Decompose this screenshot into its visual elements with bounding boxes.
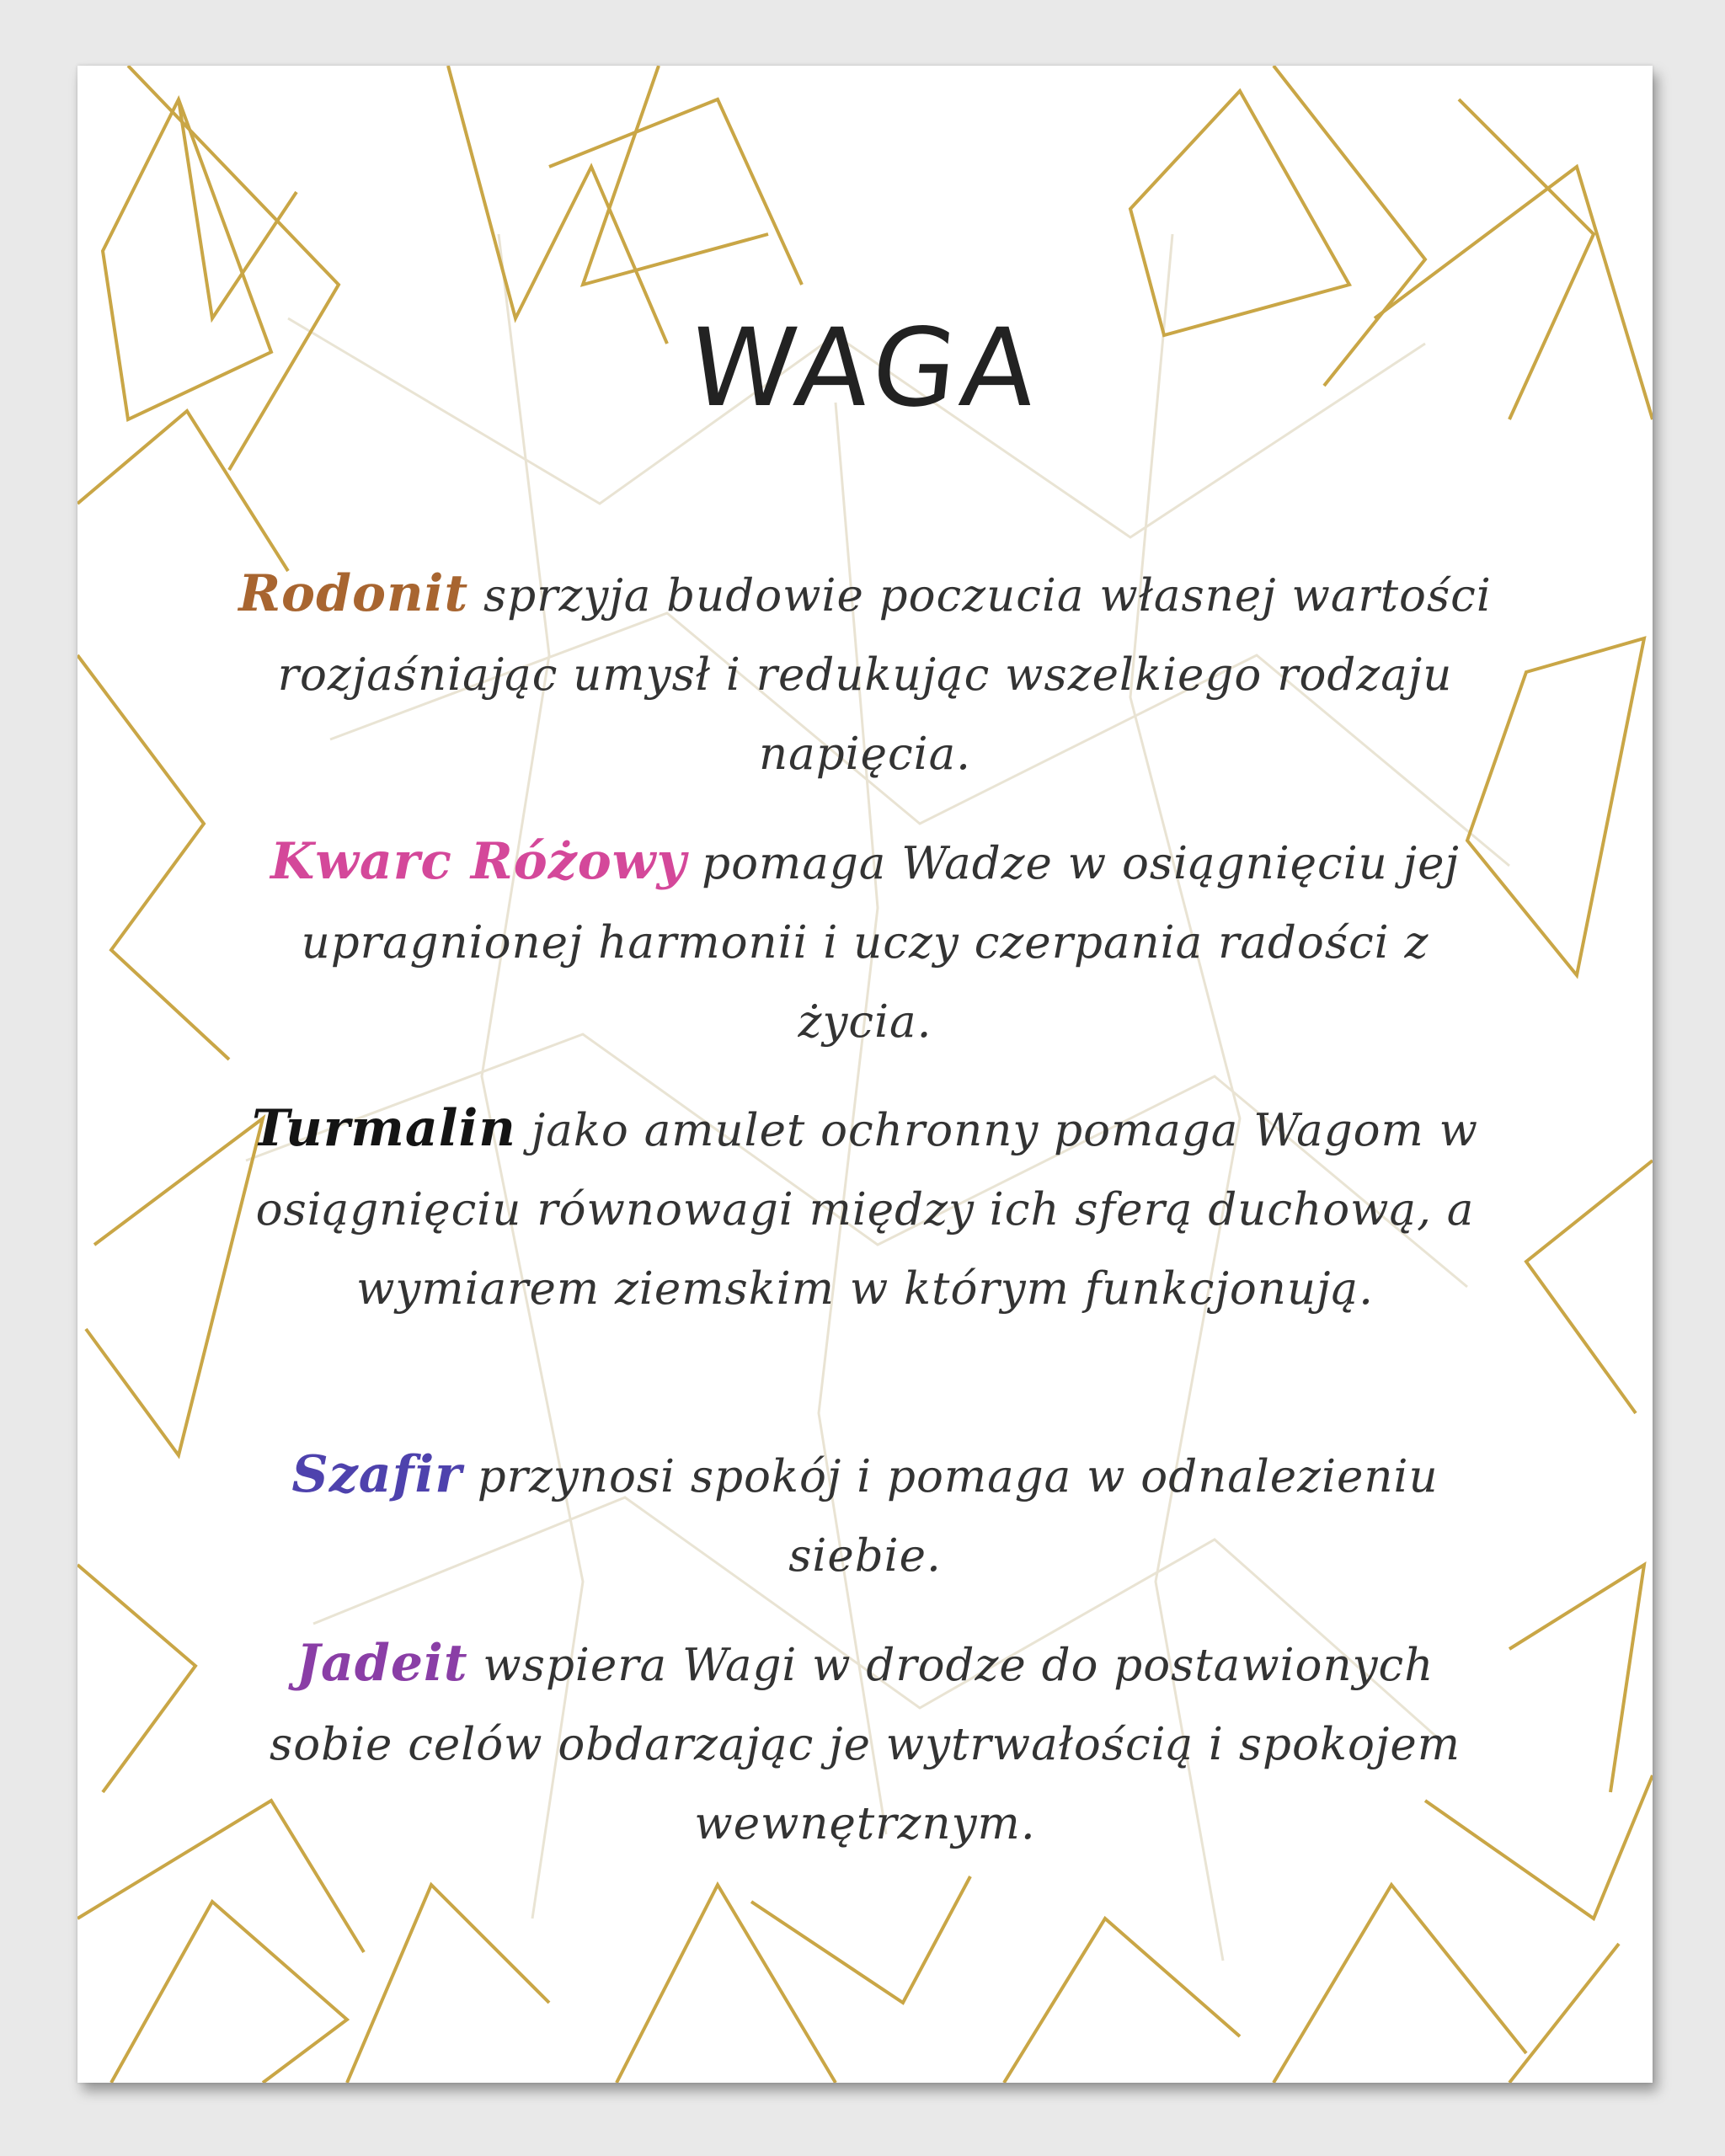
poster-content [77,66,1653,2083]
stone-description-turmalin: jako amulet ochronny pomaga Wagom w osiągnięciu równowagi między ich sferą duchową, a wymiarem ziemskim w którym funkcjonują. [255,1105,1479,1315]
stone-name-szafir: Szafir [291,1445,462,1504]
stone-description-rodonit: sprzyja budowie poczucia własnej wartości rozjaśniając umysł i redukując wszelkiego rodzaju napięcia. [277,570,1492,780]
entry-szafir [229,1435,1501,1596]
stone-description-jadeit: wspiera Wagi w drodze do postawionych sobie celów obdarzając je wytrwałością i spokojem wewnętrznym. [270,1640,1461,1849]
stone-name-rodonit: Rodonit [238,564,469,623]
poster-title: WAGA [683,306,1047,431]
poster-card [77,66,1653,2083]
stone-name-turmalin: Turmalin [251,1099,516,1158]
stone-name-jadeit: Jadeit [296,1634,468,1693]
stone-name-kwarc-rozowy: Kwarc Różowy [270,832,687,891]
entry-jadeit [229,1624,1501,1864]
stone-description-szafir: przynosi spokój i pomaga w odnalezieniu siebie. [462,1451,1439,1582]
entry-turmalin [229,1089,1501,1329]
entry-kwarc-rozowy [229,822,1501,1062]
entry-rodonit [229,554,1501,794]
stone-description-kwarc-rozowy: pomaga Wadze w osiągnięciu jej upragnionej harmonii i uczy czerpania radości z życia. [301,838,1460,1048]
